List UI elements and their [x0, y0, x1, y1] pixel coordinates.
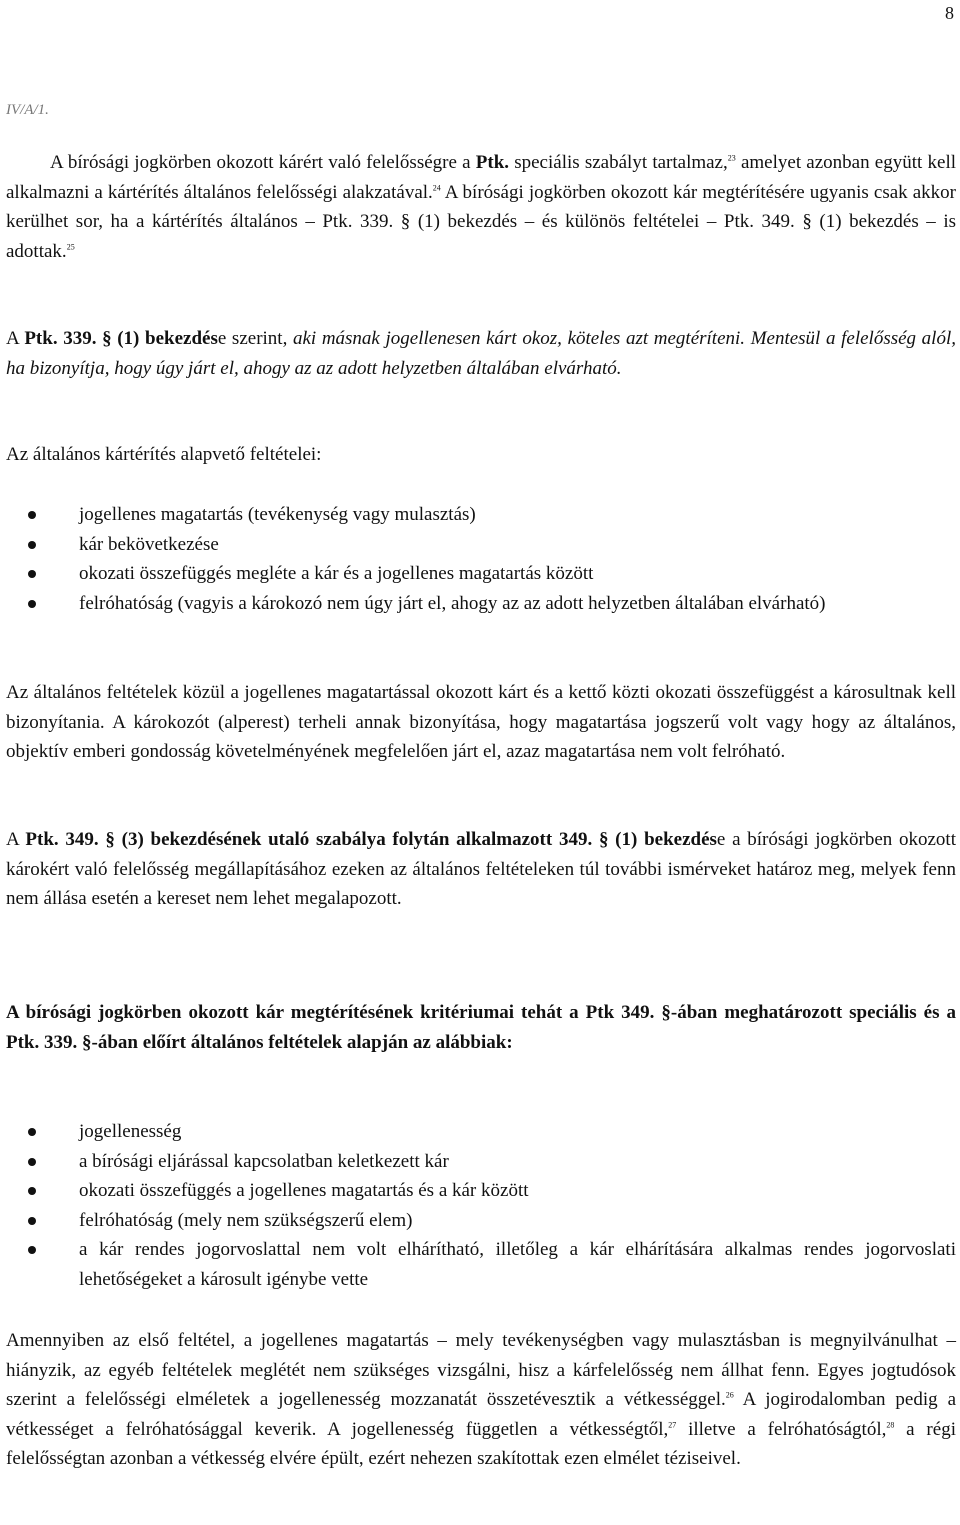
conditions-list-block [6, 500, 956, 618]
list-item-text: kár bekövetkezése [79, 533, 219, 555]
closing-paragraph [6, 1326, 956, 1474]
list-item [6, 1206, 956, 1236]
section-label: IV/A/1. [6, 102, 49, 118]
intro-paragraph-block [6, 148, 956, 266]
criteria-heading: A bírósági jogkörben okozott kár megtérítésének kritériumai tehát a Ptk 349. §-ában meghatározott speciális és a Ptk. 339. §-ában előírt általános feltételek alapján az alábbiak: [6, 1002, 956, 1053]
criteria-list-block [6, 1117, 956, 1294]
ptk-339-paragraph [6, 324, 956, 383]
list-item [6, 1176, 956, 1206]
ptk-349-paragraph-block [6, 825, 956, 914]
burden-of-proof-block [6, 678, 956, 767]
bullet-icon [28, 600, 36, 608]
list-item [6, 1147, 956, 1177]
footnote-ref-25[interactable]: 25 [66, 242, 75, 252]
list-item [6, 500, 956, 530]
closing-paragraph-block [6, 1326, 956, 1474]
list-item [6, 1235, 956, 1294]
criteria-heading-block [6, 998, 956, 1057]
text-span: A jogirodalomban pedig a vétkességet a felróhatósággal keverik. A jogellenesség független a vétkességtől, [6, 1389, 957, 1440]
list-item [6, 530, 956, 560]
bullet-icon [28, 1246, 36, 1254]
list-item-text: okozati összefüggés megléte a kár és a jogellenes magatartás között [79, 563, 594, 584]
footnote-ref-28[interactable]: 28 [886, 1420, 895, 1430]
text-span: illetve a felróhatóságtól, [676, 1418, 887, 1440]
text-span: a régi felelősségtan azonban a vétkesség elvére épült, ezért nehezen szakítottak ezen elmélet téziseivel. [6, 1418, 956, 1469]
conditions-list [6, 500, 956, 618]
list-item-text: a bírósági eljárással kapcsolatban keletkezett kár [79, 1150, 449, 1172]
conditions-heading: Az általános kártérítés alapvető feltételei: [6, 444, 322, 465]
bullet-icon [28, 1187, 36, 1195]
ptk-339-quote: aki másnak jogellenesen kárt okoz, köteles azt megtéríteni. Mentesül a felelősség alól, ha bizonyítja, hogy úgy járt el, ahogy az az adott helyzetben általában elvárható. [6, 328, 956, 379]
bullet-icon [28, 570, 36, 578]
bullet-icon [28, 1128, 36, 1136]
ptk-339-reference: Ptk. 339. § (1) bekezdés [24, 328, 218, 349]
text-span: A bírósági jogkörben okozott kárért való felelősségre a [50, 152, 476, 173]
list-item-text: felróhatóság (mely nem szükségszerű elem) [79, 1209, 413, 1231]
ptk-349-paragraph [6, 825, 956, 914]
text-span: e a bírósági jogkörben okozott károkért való felelősség megállapításához ezeken az általános feltételeken túl további ismérveket határoz meg, melyek fenn nem állása esetén a kereset nem lehet megalapozott. [6, 829, 956, 909]
text-span: Amennyiben az első feltétel, a jogellenes magatartás – mely tevékenységben vagy mulasztásban is megnyilvánulhat – hiányzik, az egyéb feltételek meglétét nem szükséges vizsgálni, hisz a kárfelelősség nem állhat fenn. Egyes jogtudósok szerint a felelősségi elméletek a jogellenesség mozzanatát összetévesztik a vétkességgel. [6, 1330, 956, 1410]
list-item [6, 1117, 956, 1147]
ptk-bold: Ptk. [475, 152, 510, 173]
bullet-icon [28, 511, 36, 519]
list-item-text: felróhatóság (vagyis a károkozó nem úgy járt el, ahogy az az adott helyzetben általában elvárható) [79, 592, 826, 614]
burden-of-proof-paragraph: Az általános feltételek közül a jogellenes magatartással okozott kárt és a kettő közti okozati összefüggést a károsultnak kell bizonyítania. A károkozót (alperest) terheli annak bizonyítása, hogy magatartása jogszerű volt vagy hogy az általános, objektív emberi gondosság követelményének megfelelően járt el, azaz magatartása nem volt felróható. [6, 682, 956, 762]
list-item [6, 559, 956, 589]
list-item-text: a kár rendes jogorvoslattal nem volt elhárítható, illetőleg a kár elhárítására alkalmas rendes jogorvoslati lehetőségeket a károsult igénybe vette [79, 1239, 956, 1290]
list-item [6, 589, 956, 619]
footnote-ref-24[interactable]: 24 [432, 183, 441, 193]
bullet-icon [28, 1217, 36, 1225]
page-number: 8 [945, 3, 954, 23]
text-span: A [6, 328, 25, 349]
conditions-heading-block [6, 440, 956, 470]
criteria-list [6, 1117, 956, 1294]
text-span: A bírósági jogkörben okozott kár megtérítésére ugyanis csak akkor kerülhet sor, ha a kártérítés általános – Ptk. 339. § (1) bekezdés – és különös feltételei – Ptk. 349. § (1) bekezdés – is adottak. [6, 181, 956, 262]
ptk-339-paragraph-block [6, 324, 956, 383]
bullet-icon [28, 541, 36, 549]
intro-paragraph [6, 148, 956, 266]
ptk-349-reference: Ptk. 349. § (3) bekezdésének utaló szabálya folytán alkalmazott 349. § (1) bekezdés [25, 829, 717, 850]
text-span: amelyet azonban együtt kell alkalmazni a kártérítés általános felelősségi alakzatával. [6, 152, 956, 203]
text-span: speciális szabályt tartalmaz, [509, 152, 728, 173]
list-item-text: okozati összefüggés a jogellenes magatartás és a kár között [79, 1180, 529, 1201]
list-item-text: jogellenesség [79, 1121, 182, 1142]
footnote-ref-27[interactable]: 27 [668, 1420, 677, 1430]
text-span: A [6, 829, 26, 850]
text-span: e szerint, [217, 328, 293, 349]
footnote-ref-26[interactable]: 26 [725, 1390, 734, 1400]
list-item-text: jogellenes magatartás (tevékenység vagy mulasztás) [79, 504, 476, 525]
bullet-icon [28, 1158, 36, 1166]
footnote-ref-23[interactable]: 23 [727, 153, 736, 163]
